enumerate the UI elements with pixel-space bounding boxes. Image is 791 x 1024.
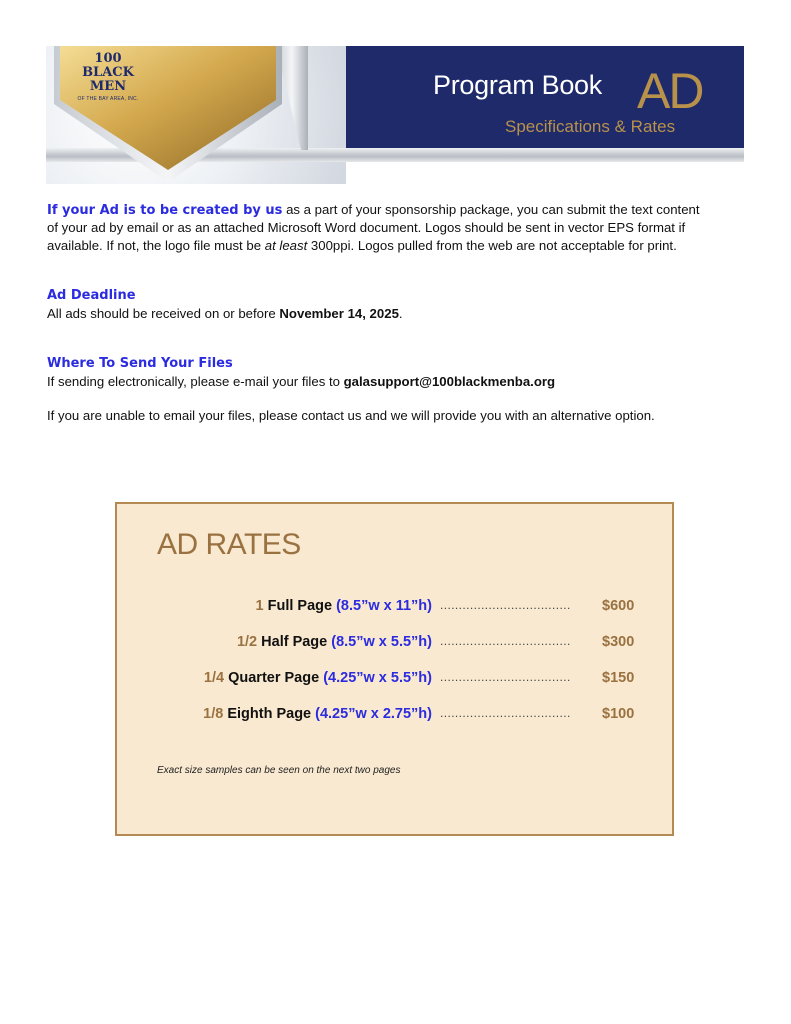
rate-leader-dots: ................................... bbox=[440, 634, 571, 648]
rate-leader-dots: ................................... bbox=[440, 670, 571, 684]
deadline-text bbox=[47, 305, 403, 323]
rate-price: $600 bbox=[602, 598, 635, 614]
deadline-heading: Ad Deadline bbox=[47, 288, 136, 303]
logo-word-men: MEN bbox=[89, 79, 127, 94]
intro-emphasis: at least bbox=[264, 238, 308, 253]
rate-name: Half Page bbox=[257, 634, 332, 650]
intro-line-2: of your ad by email or as an attached Microsoft Word document. Logos should be sent in vector EPS format if bbox=[47, 220, 686, 235]
send-alternative: If you are unable to email your files, please contact us and we will provide you with an alternative option. bbox=[47, 408, 655, 423]
rate-price: $100 bbox=[602, 706, 635, 722]
deadline-text-lead: All ads should be received on or before bbox=[47, 306, 280, 321]
deadline-date: November 14, 2025 bbox=[279, 306, 399, 321]
intro-line-1-rest: as a part of your sponsorship package, you can submit the text content bbox=[282, 202, 700, 217]
logo-number: 100 bbox=[94, 51, 122, 66]
rate-label bbox=[204, 670, 432, 686]
intro-lead: If your Ad is to be created by us bbox=[47, 203, 283, 218]
rate-fraction: 1 bbox=[255, 598, 264, 614]
rate-leader-dots: ................................... bbox=[440, 706, 571, 720]
rate-leader-dots: ................................... bbox=[440, 598, 571, 612]
send-heading: Where To Send Your Files bbox=[47, 356, 233, 371]
rate-label bbox=[237, 634, 432, 650]
rate-row-full-page bbox=[117, 598, 672, 620]
banner-title-ad: AD bbox=[637, 63, 703, 119]
rate-row-eighth-page bbox=[117, 706, 672, 728]
ad-rates-title: AD RATES bbox=[157, 528, 301, 561]
deadline-text-end: . bbox=[398, 306, 403, 321]
rate-label bbox=[203, 706, 432, 722]
rate-row-quarter-page bbox=[117, 670, 672, 692]
ad-rates-box bbox=[115, 502, 674, 836]
banner-title: Program Book bbox=[433, 70, 602, 100]
rate-name: Eighth Page bbox=[223, 706, 316, 722]
rate-price: $150 bbox=[602, 670, 635, 686]
rate-dimensions: (8.5”w x 11”h) bbox=[336, 598, 432, 614]
rate-fraction: 1/4 bbox=[203, 670, 225, 686]
rate-fraction: 1/8 bbox=[203, 706, 224, 722]
intro-line-1 bbox=[47, 201, 700, 220]
logo-subtitle: OF THE BAY AREA, INC. bbox=[77, 96, 139, 102]
rate-label bbox=[256, 598, 433, 614]
rates-note: Exact size samples can be seen on the next two pages bbox=[157, 765, 401, 776]
intro-line-3-b: 300ppi. Logos pulled from the web are not acceptable for print. bbox=[307, 238, 677, 253]
send-text-lead: If sending electronically, please e-mail your files to bbox=[47, 374, 344, 389]
send-email-link[interactable]: galasupport@100blackmenba.org bbox=[343, 374, 556, 389]
rate-name: Full Page bbox=[263, 598, 337, 614]
rate-dimensions: (4.25”w x 5.5”h) bbox=[323, 670, 432, 686]
rate-price: $300 bbox=[602, 634, 635, 650]
intro-line-3-a: available. If not, the logo file must be bbox=[47, 238, 265, 253]
rate-name: Quarter Page bbox=[224, 670, 324, 686]
rate-row-half-page bbox=[117, 634, 672, 656]
logo-word-black: BLACK bbox=[82, 65, 134, 80]
intro-line-3 bbox=[47, 237, 677, 255]
banner-subtitle: Specifications & Rates bbox=[505, 117, 676, 136]
rate-dimensions: (4.25”w x 2.75”h) bbox=[315, 706, 432, 722]
rate-fraction: 1/2 bbox=[236, 634, 258, 650]
rate-dimensions: (8.5”w x 5.5”h) bbox=[331, 634, 432, 650]
send-text bbox=[47, 373, 555, 391]
